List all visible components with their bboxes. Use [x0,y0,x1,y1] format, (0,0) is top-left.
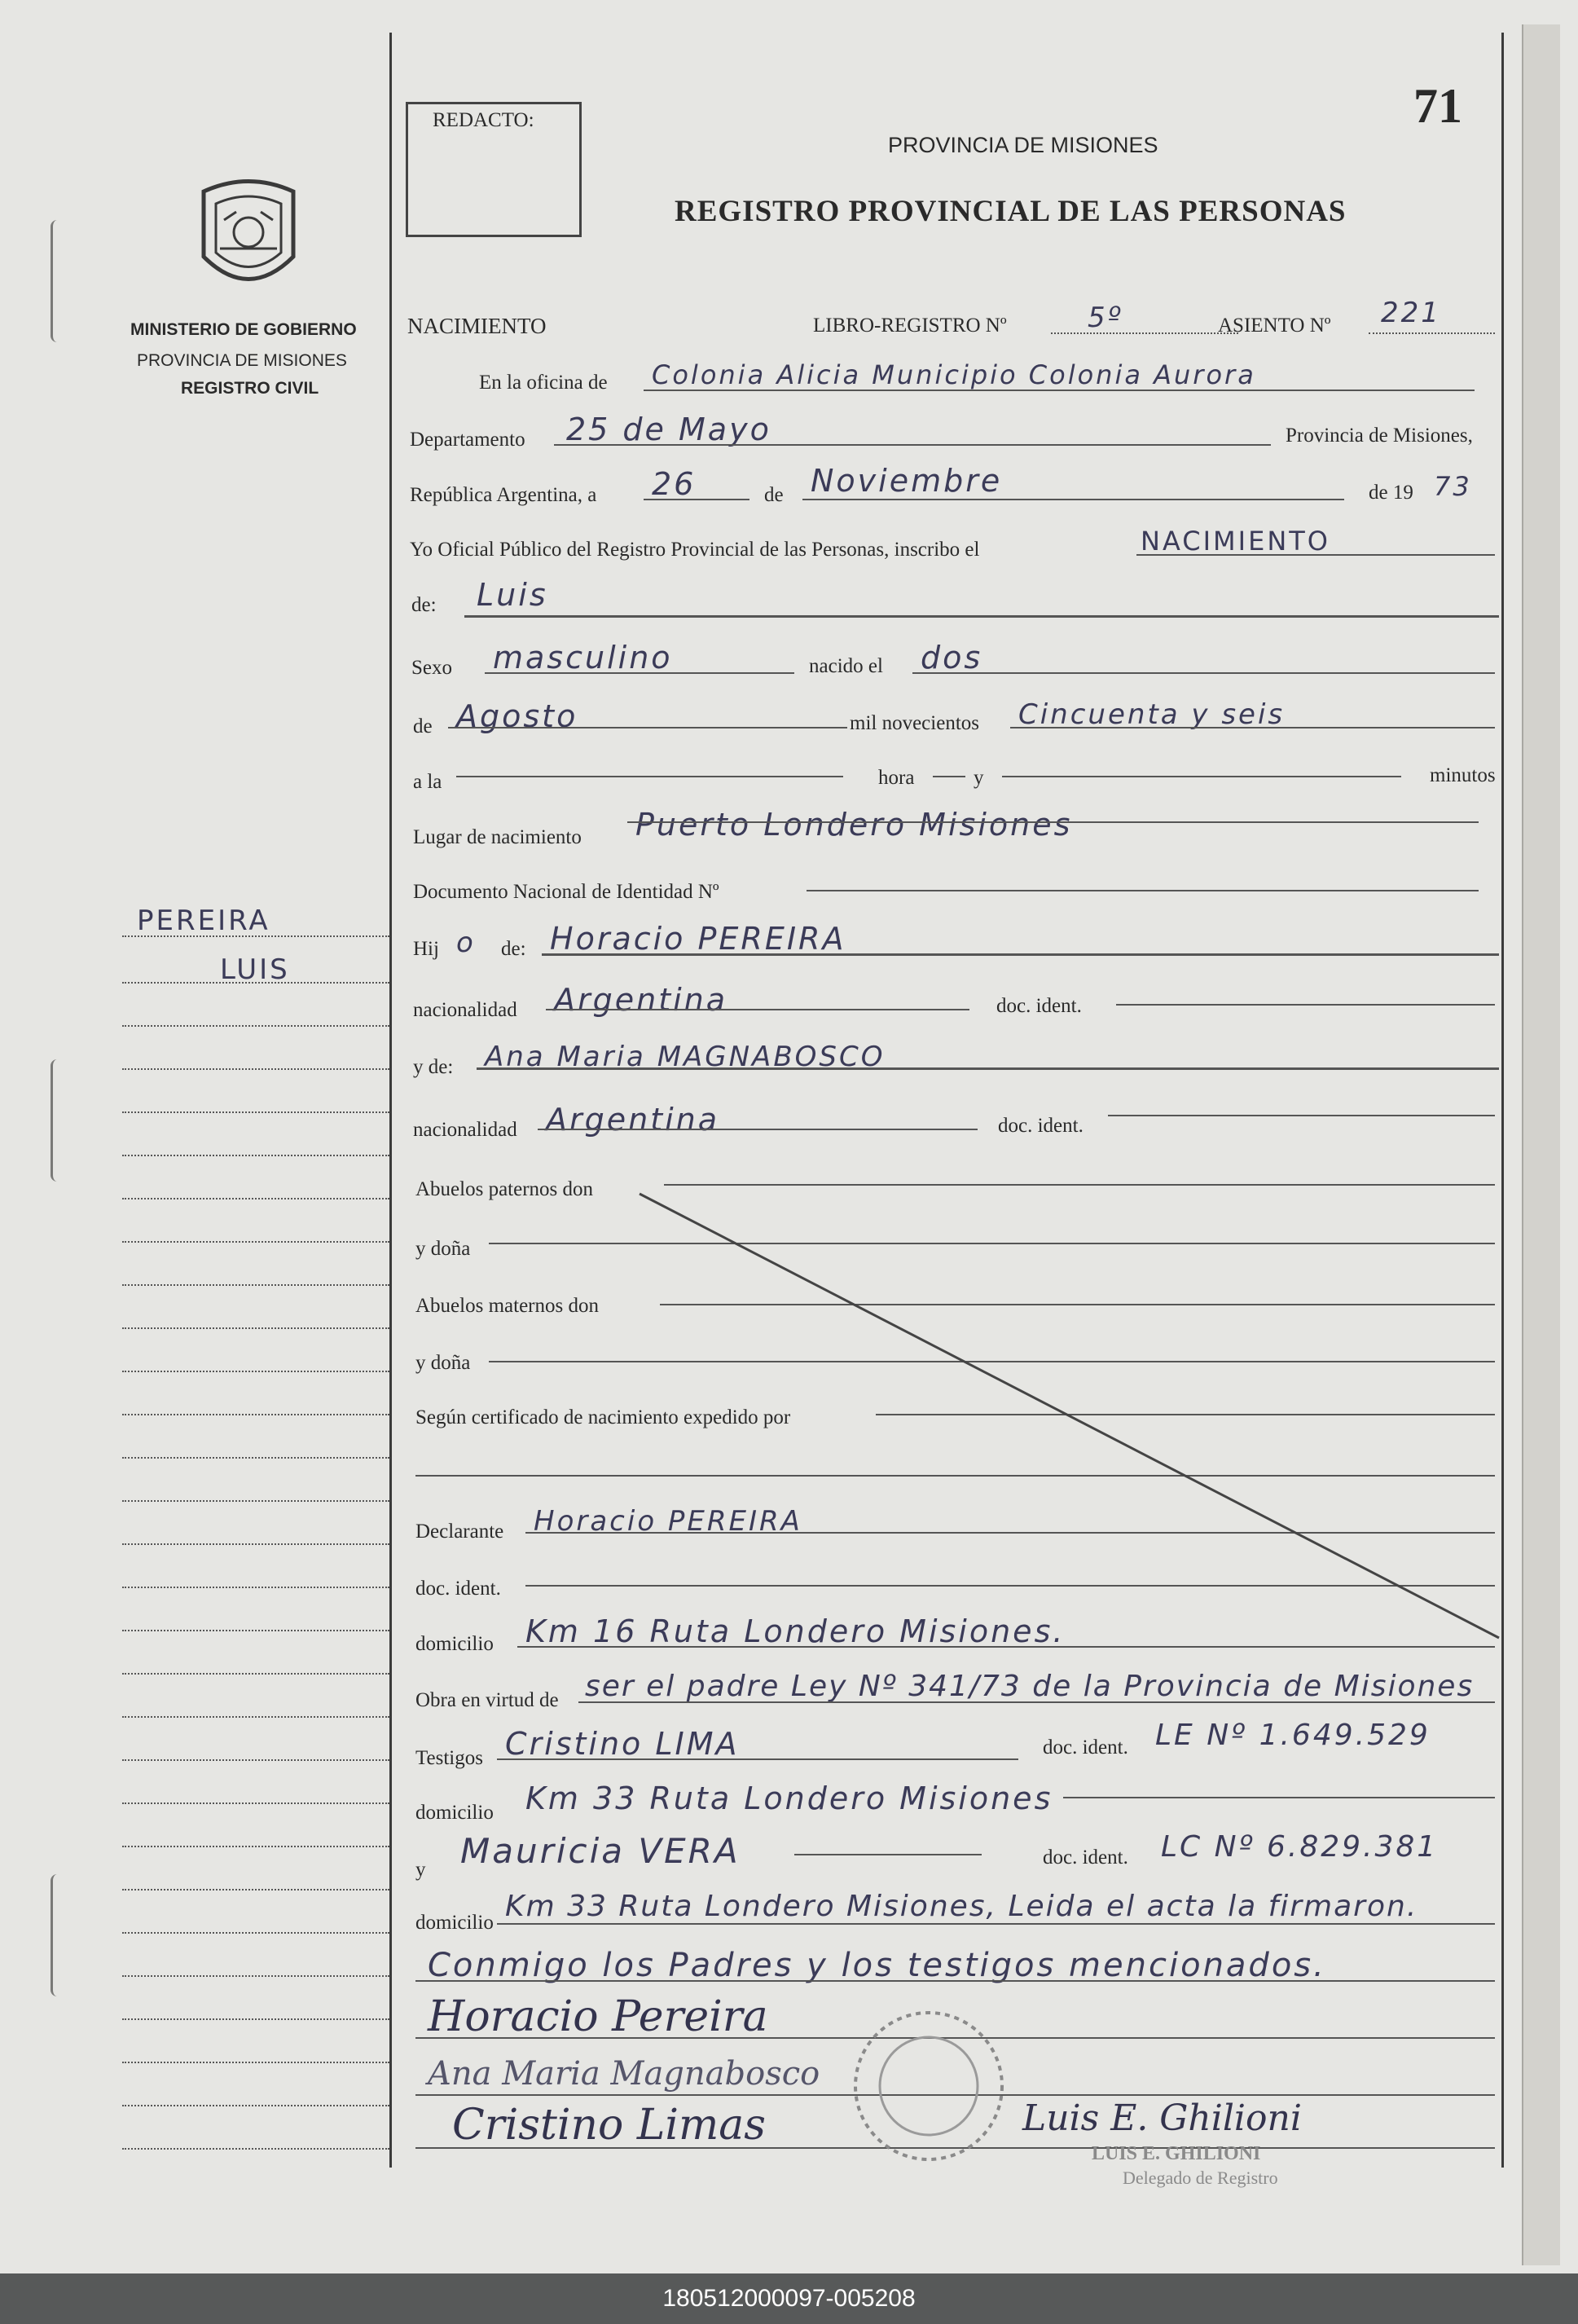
testigos-label: Testigos [415,1747,483,1769]
domicilio-value: Km 33 Ruta Londero Misiones, Leida el acta la firmaron. [505,1890,1418,1923]
republica-label: República Argentina, a [410,484,597,506]
domicilio-value: Km 33 Ruta Londero Misiones [525,1780,1053,1816]
declarante-value: Horacio PEREIRA [534,1505,802,1538]
day-value: 26 [652,466,697,502]
ala-label: a la [413,771,442,793]
doc-ident-label: doc. ident. [998,1115,1084,1137]
doc-ident-label: doc. ident. [415,1578,501,1600]
ministry-line-2: PROVINCIA DE MISIONES [137,351,347,370]
margin-surname: PEREIRA [137,905,270,937]
obra-value: ser el padre Ley Nº 341/73 de la Provincia de Misiones [585,1670,1475,1703]
testigo-2-doc-value: LC Nº 6.829.381 [1161,1830,1439,1864]
record-type-label: NACIMIENTO [407,314,547,338]
ministry-line-3: REGISTRO CIVIL [181,379,319,398]
domicilio-label: domicilio [415,1912,494,1934]
signature-mother: Ana Maria Magnabosco [428,2055,820,2093]
fill-line [497,1758,1018,1760]
signature-witness: Cristino Limas [452,2101,766,2150]
departamento-value: 25 de Mayo [566,412,771,447]
y-dona-label: y doña [415,1352,471,1374]
stamp-name: LUIS E. GHILIONI [1092,2143,1261,2164]
nacionalidad-label: nacionalidad [413,999,517,1021]
de-mes-label: de [413,715,433,737]
de-label-2: de: [411,594,437,616]
obra-label: Obra en virtud de [415,1689,559,1711]
hijo-de-label: de: [501,938,526,960]
hijo-value: Horacio PEREIRA [550,921,846,957]
document-id-footer: 180512000097-005208 [0,2273,1578,2324]
mil-label: mil novecientos [850,712,979,734]
hora-label: hora [878,767,915,789]
domicilio-value: Km 16 Ruta Londero Misiones. [525,1613,1066,1649]
libro-value: 5º [1088,302,1123,334]
fill-line [1063,1797,1495,1798]
de-year-label: de 19 [1369,482,1413,504]
y-label: y [974,767,984,789]
page-number: 71 [1413,79,1462,133]
domicilio-label: domicilio [415,1633,494,1655]
ministry-line-1: MINISTERIO DE GOBIERNO [130,320,357,339]
asiento-value: 221 [1381,297,1441,329]
libro-label: LIBRO-REGISTRO Nº [813,315,1007,337]
domicilio-label: domicilio [415,1802,494,1824]
redacto-label: REDACTO: [433,109,534,131]
sexo-value: masculino [493,640,673,676]
testigo-1-value: Cristino LIMA [505,1726,740,1762]
hijo-suffix: o [456,927,476,959]
minutos-label: minutos [1430,764,1496,786]
de-value: Luis [477,577,548,613]
nacionalidad-value: Argentina [546,1102,720,1138]
margin-name: LUIS [220,953,290,986]
mil-value: Cincuenta y seis [1018,698,1286,731]
nacido-value: dos [921,640,983,676]
lugar-value: Puerto Londero Misiones [635,807,1073,843]
doc-ident-label: doc. ident. [1043,1846,1128,1868]
abuelos-paternos-label: Abuelos paternos don [415,1178,594,1200]
closing-text: Conmigo los Padres y los testigos mencionados. [428,1947,1326,1984]
sexo-label: Sexo [411,657,452,679]
official-seal-icon [847,2005,1010,2168]
signature-father: Horacio Pereira [428,1992,768,2041]
oficina-label: En la oficina de [479,372,608,394]
testigo-1-doc-value: LE Nº 1.649.529 [1155,1719,1431,1752]
provincia-label: Provincia de Misiones, [1286,425,1473,447]
y-dona-label: y doña [415,1238,471,1260]
oficial-label: Yo Oficial Público del Registro Provincial de las Personas, inscribo el [410,539,980,561]
fill-line [497,1923,1495,1925]
province-header: PROVINCIA DE MISIONES [888,133,1158,157]
yde-label: y de: [413,1056,454,1078]
dni-label: Documento Nacional de Identidad Nº [413,881,719,903]
month-value: Noviembre [811,463,1003,499]
departamento-label: Departamento [410,429,525,451]
year-value: 73 [1434,471,1472,502]
registry-title: REGISTRO PROVINCIAL DE LAS PERSONAS [675,195,1347,228]
lugar-label: Lugar de nacimiento [413,826,582,848]
fill-line [517,1646,1495,1648]
fill-line [794,1854,982,1855]
fill-line [415,1980,1495,1982]
mes-value: Agosto [456,698,578,734]
abuelos-maternos-label: Abuelos maternos don [415,1295,599,1317]
doc-ident-label: doc. ident. [996,995,1082,1017]
fill-line [578,1701,1495,1703]
declarante-label: Declarante [415,1521,504,1543]
oficial-value: NACIMIENTO [1141,526,1330,557]
nacionalidad-value: Argentina [554,982,728,1018]
stamp-title: Delegado de Registro [1123,2168,1278,2188]
segun-label: Según certificado de nacimiento expedido por [415,1406,791,1428]
oficina-value: Colonia Alicia Municipio Colonia Aurora [652,359,1256,390]
nacionalidad-label: nacionalidad [413,1119,517,1141]
asiento-label: ASIENTO Nº [1218,315,1331,337]
nacido-label: nacido el [809,655,883,677]
hijo-label: Hij [413,938,439,960]
signature-official: Luis E. Ghilioni [1022,2097,1302,2139]
yde-value: Ana Maria MAGNABOSCO [485,1041,886,1073]
doc-ident-label: doc. ident. [1043,1736,1128,1758]
y-label: y [415,1859,426,1881]
testigo-2-value: Mauricia VERA [460,1831,741,1871]
de-label: de [764,484,784,506]
